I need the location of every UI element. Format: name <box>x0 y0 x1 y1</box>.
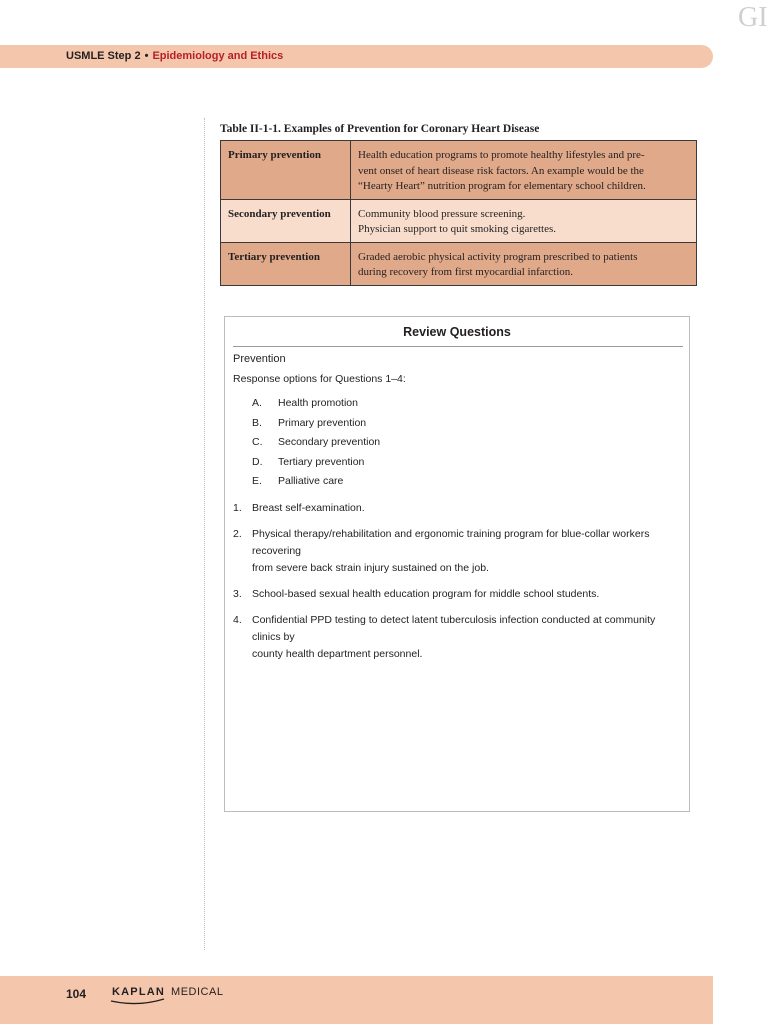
question-line: from severe back strain injury sustained on the job. <box>252 562 489 574</box>
option-letter: C. <box>252 436 263 448</box>
description-line: during recovery from first myocardial infarction. <box>358 266 574 278</box>
corner-mark: GI <box>738 2 768 33</box>
question-line: county health department personnel. <box>252 648 423 660</box>
option-letter: D. <box>252 455 263 468</box>
response-option <box>252 397 380 417</box>
question-number: 3. <box>233 588 242 600</box>
review-divider <box>233 346 683 347</box>
review-title: Review Questions <box>403 325 511 339</box>
header-bullet: • <box>144 50 149 62</box>
question-text <box>252 526 683 577</box>
logo-brand <box>112 986 165 998</box>
response-option <box>252 417 380 437</box>
description-line: Physician support to quit smoking cigarettes. <box>358 223 556 235</box>
description-line: Community blood pressure screening. <box>358 207 526 220</box>
response-option <box>252 436 380 456</box>
description-line: vent onset of heart disease risk factors. An example would be the <box>358 164 644 177</box>
option-text: Health promotion <box>278 397 358 409</box>
question-item <box>233 526 683 577</box>
logo-suffix: MEDICAL <box>171 986 224 998</box>
question-line: Physical therapy/rehabilitation and ergonomic training program for blue-collar workers recovering <box>252 528 650 557</box>
table-row-label: Tertiary prevention <box>221 242 351 285</box>
response-option <box>252 456 380 476</box>
question-number: 4. <box>233 614 242 626</box>
table-row-description <box>351 242 697 285</box>
option-text: Palliative care <box>278 475 344 487</box>
page-number: 104 <box>66 987 87 1001</box>
margin-rule <box>204 118 205 950</box>
running-footer <box>0 976 713 1024</box>
option-letter: B. <box>252 416 262 429</box>
question-item <box>233 612 683 663</box>
question-number: 1. <box>233 502 242 514</box>
running-header <box>0 45 713 68</box>
response-options-list <box>252 397 380 495</box>
question-item <box>233 500 683 517</box>
book-title: USMLE Step 2 <box>66 50 141 62</box>
option-text: Secondary prevention <box>278 436 381 448</box>
table-row <box>221 199 697 242</box>
question-text <box>252 612 683 663</box>
description-line: Graded aerobic physical activity program prescribed to patients <box>358 250 638 263</box>
chapter-title: Epidemiology and Ethics <box>152 50 284 62</box>
kaplan-medical-logo <box>112 986 223 998</box>
question-line: School-based sexual health education program for middle school students. <box>252 588 600 600</box>
option-text: Tertiary prevention <box>278 455 365 468</box>
table-row-label: Primary prevention <box>221 141 351 200</box>
table-row-description <box>351 199 697 242</box>
description-line: “Hearty Heart” nutrition program for elementary school children. <box>358 180 646 192</box>
question-number: 2. <box>233 528 242 540</box>
table-row <box>221 242 697 285</box>
section-title: Prevention <box>233 353 286 365</box>
question-line: Breast self-examination. <box>252 502 365 514</box>
table-row-label: Secondary prevention <box>221 199 351 242</box>
table-caption: Table II-1-1. Examples of Prevention for Coronary Heart Disease <box>220 123 540 135</box>
header-text <box>66 51 283 62</box>
table-row <box>221 141 697 200</box>
option-text: Primary prevention <box>278 416 367 429</box>
question-text <box>252 500 683 517</box>
response-option <box>252 475 380 495</box>
logo-swoosh-icon <box>110 998 166 1006</box>
question-list <box>233 500 683 672</box>
description-line: Health education programs to promote healthy lifestyles and pre- <box>358 149 645 161</box>
question-line: Confidential PPD testing to detect latent tuberculosis infection conducted at community clinics by <box>252 614 656 643</box>
option-letter: A. <box>252 397 262 409</box>
response-options-intro: Response options for Questions 1–4: <box>233 373 406 385</box>
review-questions-box <box>224 316 690 812</box>
question-text <box>252 586 683 603</box>
prevention-table <box>220 140 697 286</box>
table-row-description <box>351 141 697 200</box>
option-letter: E. <box>252 475 262 487</box>
logo-brand-text: KAPLAN <box>112 986 166 998</box>
question-item <box>233 586 683 603</box>
